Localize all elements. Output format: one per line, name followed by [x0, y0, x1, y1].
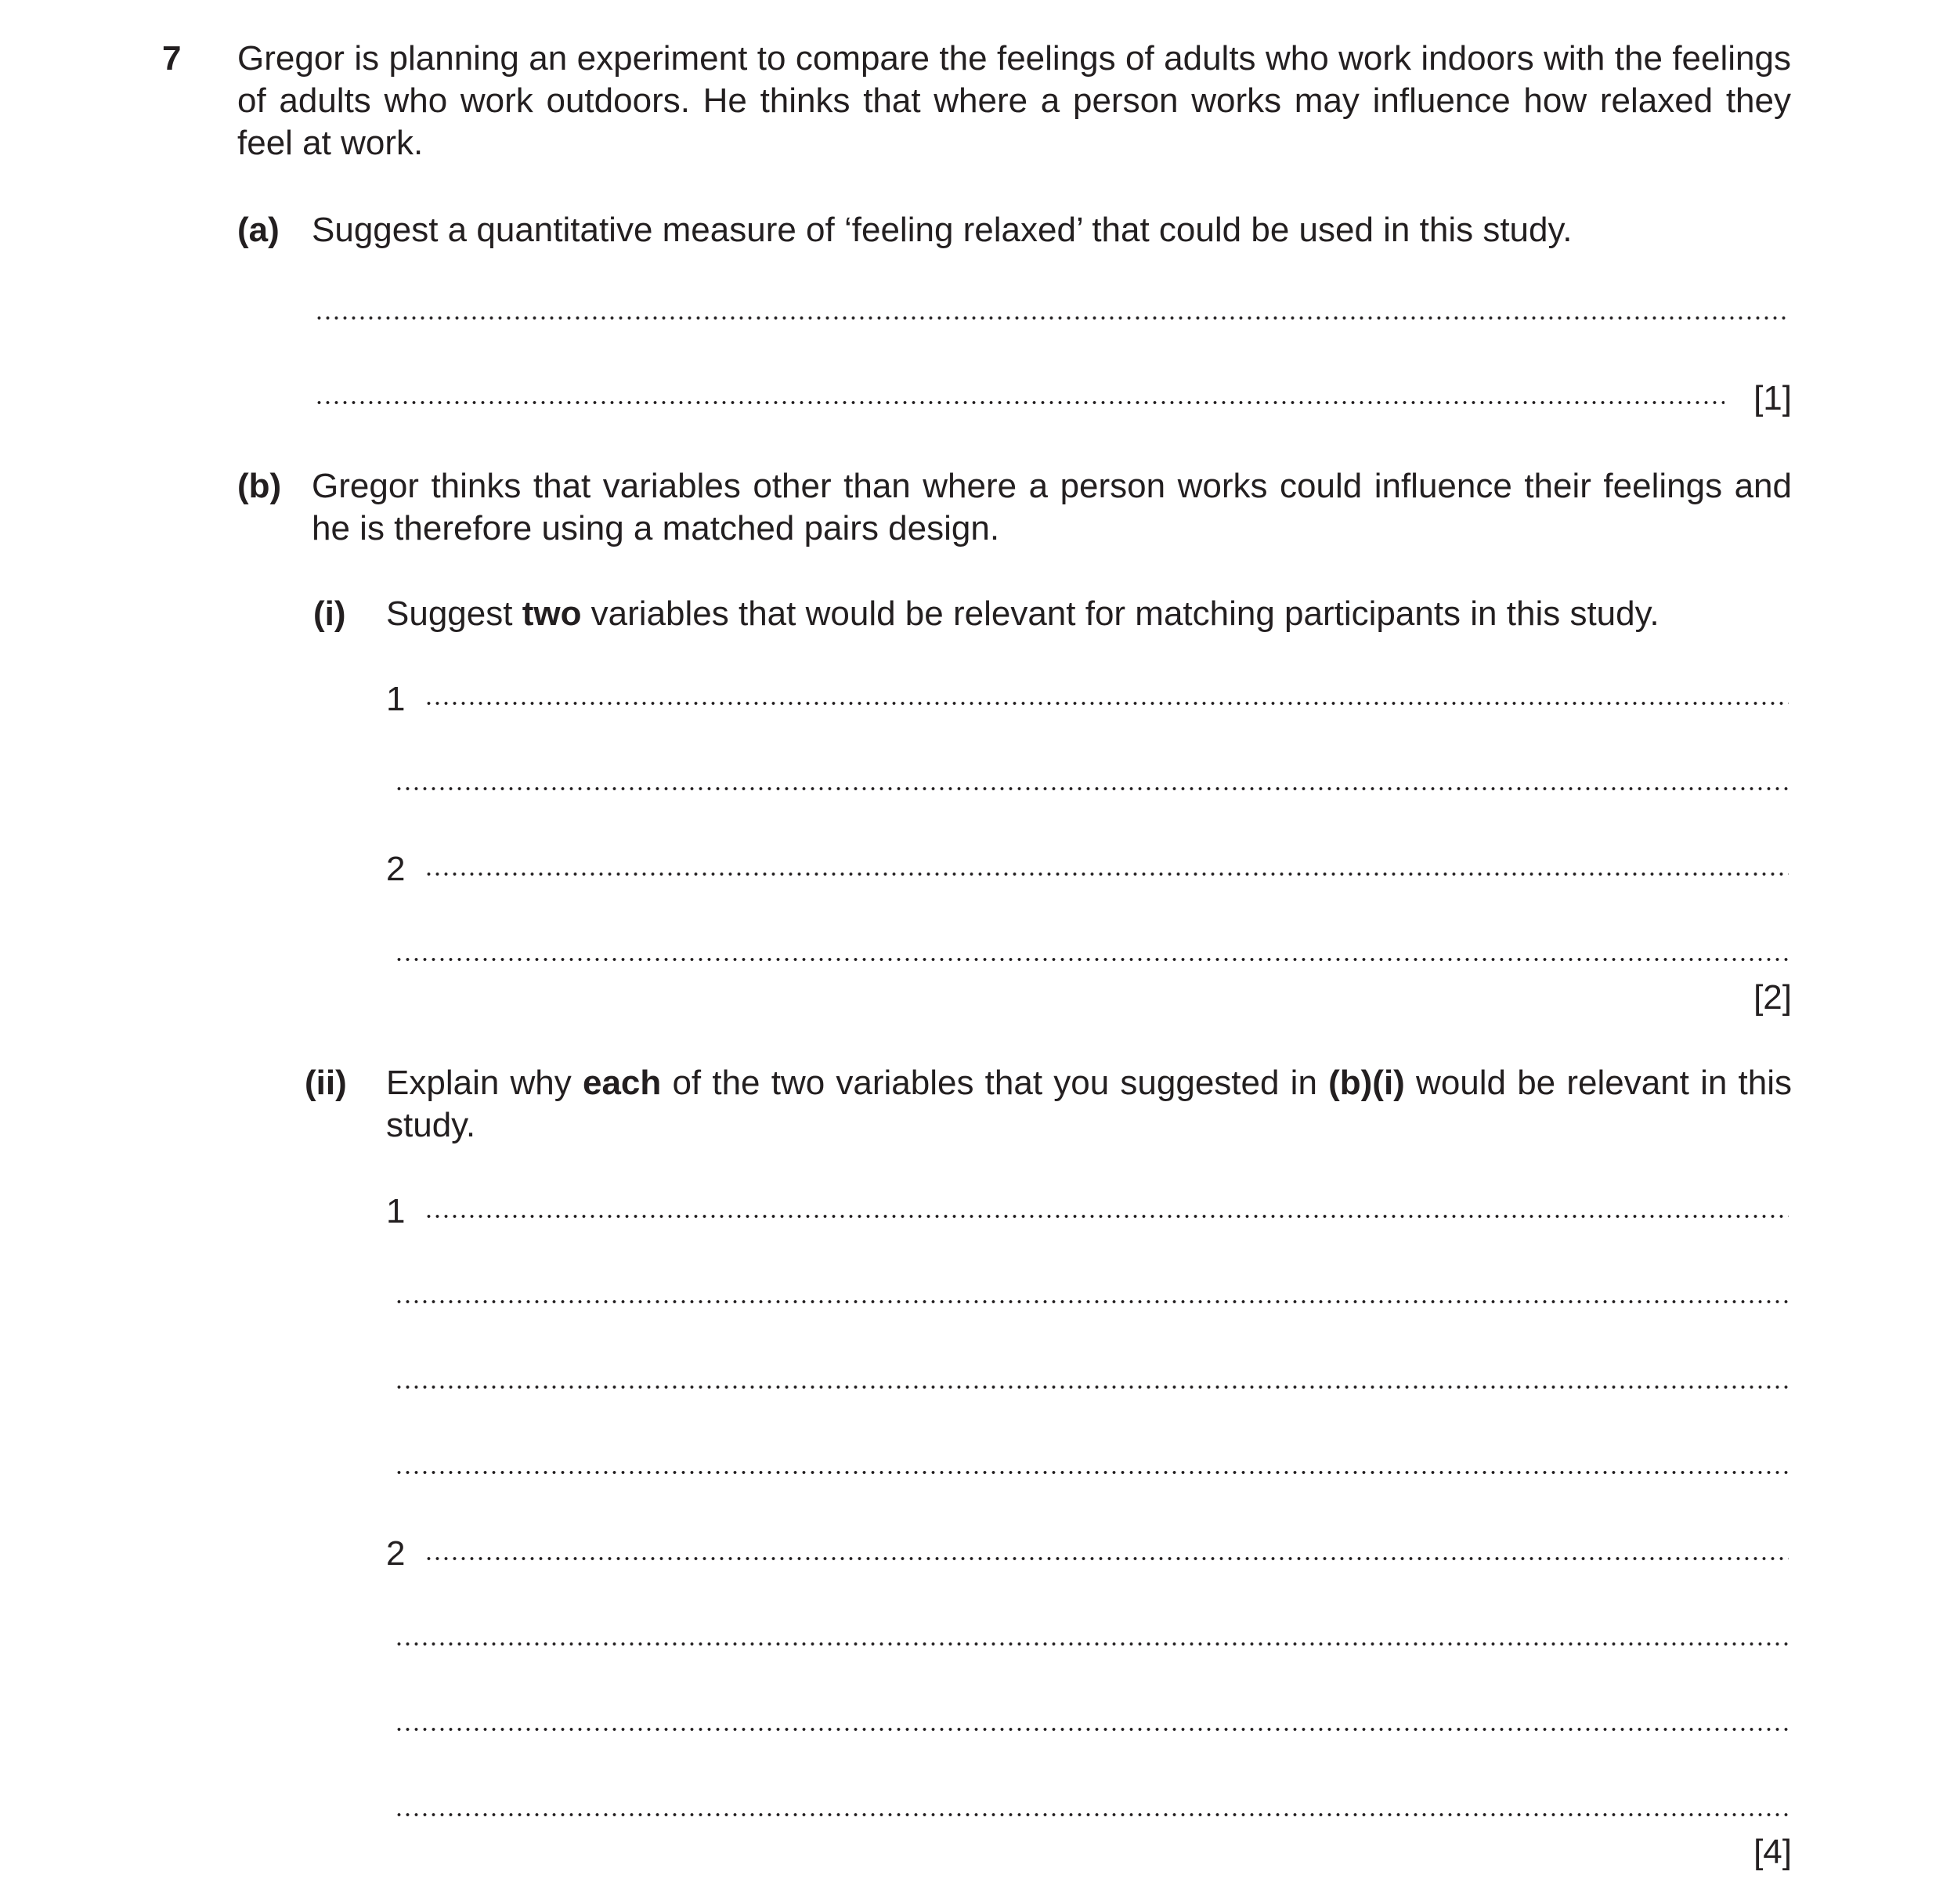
item-number-b-i-2: 2 — [386, 850, 406, 888]
item-number-b-ii-1: 1 — [386, 1192, 406, 1230]
answer-line-b-ii-2d[interactable] — [395, 1811, 1789, 1819]
answer-line-b-i-1a[interactable] — [424, 699, 1789, 707]
part-b-ii-emphasis: each — [582, 1064, 662, 1102]
part-b-ii-text — [386, 1062, 1792, 1147]
part-b-ii-reference: (b)(i) — [1328, 1064, 1405, 1102]
part-a-label: (a) — [237, 211, 280, 249]
part-b-ii-text-end: would be relevant in this study. — [386, 1064, 1793, 1144]
part-b-i-emphasis: two — [522, 594, 582, 633]
part-b-ii-text-start: Explain why — [386, 1064, 583, 1102]
part-b-i-text — [386, 593, 1792, 635]
question-intro: Gregor is planning an experiment to compare the feelings of adults who work indoors with the feelings of adults who work outdoors. He thinks that where a person works may influence how relaxed they feel at work. — [237, 39, 1791, 162]
answer-line-b-i-2b[interactable] — [395, 956, 1789, 963]
part-b-i-text-start: Suggest — [386, 594, 522, 633]
marks-b-i: [2] — [1753, 978, 1792, 1017]
answer-line-b-ii-1b[interactable] — [395, 1298, 1789, 1306]
answer-line-a-1[interactable] — [315, 314, 1789, 322]
answer-line-b-i-2a[interactable] — [424, 870, 1789, 878]
answer-line-b-ii-2a[interactable] — [424, 1555, 1789, 1563]
part-b-ii-text-mid: of the two variables that you suggested in — [661, 1064, 1329, 1102]
answer-line-b-ii-1a[interactable] — [424, 1212, 1789, 1220]
question-number: 7 — [162, 39, 182, 78]
part-a-text: Suggest a quantitative measure of ‘feeling relaxed’ that could be used in this study. — [312, 211, 1573, 249]
answer-line-b-ii-2c[interactable] — [395, 1725, 1789, 1733]
part-b-i-text-end: variables that would be relevant for matching participants in this study. — [581, 594, 1659, 633]
part-b-i-label: (i) — [313, 594, 346, 633]
part-b-text: Gregor thinks that variables other than where a person works could influence their feelings and he is therefore using a matched pairs design. — [312, 467, 1792, 547]
marks-a: [1] — [1753, 379, 1792, 417]
answer-line-b-ii-1d[interactable] — [395, 1469, 1789, 1476]
part-b-label: (b) — [237, 467, 282, 505]
part-b-ii-label: (ii) — [305, 1064, 347, 1102]
item-number-b-ii-2: 2 — [386, 1534, 406, 1573]
marks-b-ii: [4] — [1753, 1833, 1792, 1871]
answer-line-a-2[interactable] — [315, 399, 1725, 406]
answer-line-b-ii-1c[interactable] — [395, 1383, 1789, 1391]
answer-line-b-i-1b[interactable] — [395, 785, 1789, 793]
answer-line-b-ii-2b[interactable] — [395, 1640, 1789, 1648]
item-number-b-i-1: 1 — [386, 680, 406, 718]
